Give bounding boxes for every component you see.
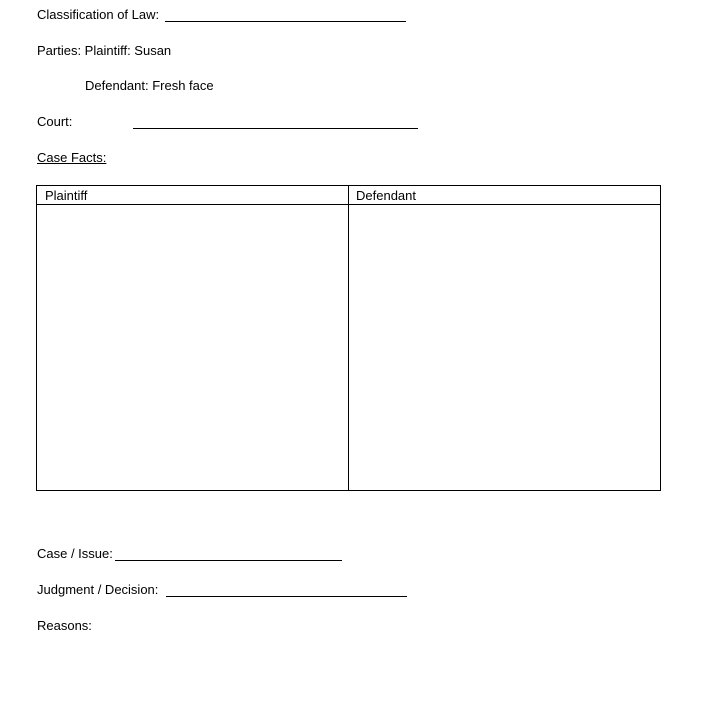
judgment-blank[interactable] — [166, 596, 407, 597]
plaintiff-facts-cell[interactable] — [37, 205, 348, 490]
judgment-label: Judgment / Decision: — [37, 582, 159, 597]
classification-row — [37, 7, 159, 23]
defendant-column-header: Defendant — [356, 188, 416, 203]
classification-blank[interactable] — [165, 21, 406, 22]
case-facts-table — [36, 185, 661, 491]
parties-label: Parties: Plaintiff: Susan — [37, 43, 172, 58]
defendant-facts-cell[interactable] — [349, 205, 660, 490]
defendant-row — [85, 78, 214, 94]
case-issue-row — [37, 546, 113, 562]
classification-label: Classification of Law: — [37, 7, 160, 22]
defendant-label: Defendant: Fresh face — [85, 78, 214, 93]
case-issue-label: Case / Issue: — [37, 546, 113, 561]
court-row — [37, 114, 72, 130]
reasons-row — [37, 618, 92, 634]
court-label: Court: — [37, 114, 73, 129]
case-facts-row — [37, 150, 106, 166]
case-issue-blank[interactable] — [115, 560, 342, 561]
case-facts-heading: Case Facts: — [37, 150, 107, 165]
court-blank[interactable] — [133, 128, 418, 129]
reasons-label: Reasons: — [37, 618, 92, 633]
judgment-row — [37, 582, 158, 598]
parties-row — [37, 43, 171, 59]
plaintiff-column-header: Plaintiff — [45, 188, 88, 203]
